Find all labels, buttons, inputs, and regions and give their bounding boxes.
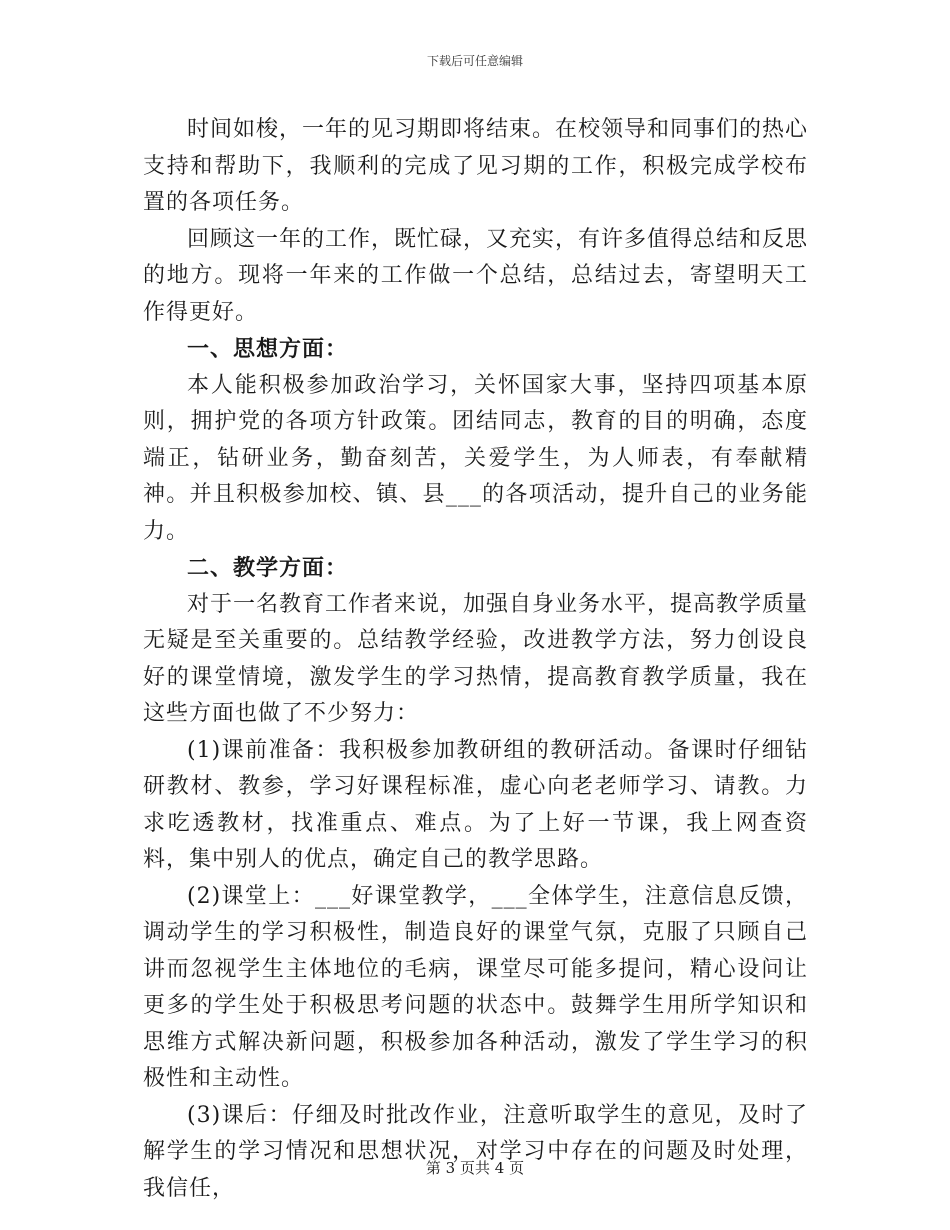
- page-header: 下载后可任意编辑: [426, 54, 523, 68]
- paragraph-intro: 时间如梭，一年的见习期即将结束。在校领导和同事们的热心支持和帮助下，我顺利的完成了见习期的工作，积极完成学校布置的各项任务。: [143, 117, 809, 215]
- document-body: [143, 112, 808, 1207]
- page-number: 第 3 页共 4 页: [425, 1159, 525, 1177]
- paragraph-teaching-intro: 对于一名教育工作者来说，加强自身业务水平，提高教学质量无疑是至关重要的。总结教学经验，改进教学方法，努力创设良好的课堂情境，激发学生的学习热情，提高教育教学质量，我在这些方面也做了不少努力：: [143, 591, 809, 726]
- paragraph-after-class: (3)课后：仔细及时批改作业，注意听取学生的意见，及时了解学生的学习情况和思想状况，对学习中存在的问题及时处理，我信任，: [143, 1102, 808, 1201]
- section-heading-ideology: 一、思想方面：: [187, 336, 349, 362]
- paragraph-ideology: 本人能积极参加政治学习，关怀国家大事，坚持四项基本原则，拥护党的各项方针政策。团结同志，教育的目的明确，态度端正，钻研业务，勤奋刻苦，关爱学生，为人师表，有奉献精神。并且积极参加校、镇、县___的各项活动，提升自己的业务能力。: [143, 372, 808, 544]
- paragraph-preparation: (1)课前准备：我积极参加教研组的教研活动。备课时仔细钻研教材、教参，学习好课程标准，虚心向老老师学习、请教。力求吃透教材，找准重点、难点。为了上好一节课，我上网查资料，集中别人的优点，确定自己的教学思路。: [143, 737, 808, 872]
- section-heading-teaching: 二、教学方面：: [187, 555, 349, 581]
- paragraph-review: 回顾这一年的工作，既忙碌，又充实，有许多值得总结和反思的地方。现将一年来的工作做一个总结，总结过去，寄望明天工作得更好。: [143, 226, 809, 325]
- paragraph-classroom: (2)课堂上：___好课堂教学，___全体学生，注意信息反馈，调动学生的学习积极性，制造良好的课堂气氛，克服了只顾自己讲而忽视学生主体地位的毛病，课堂尽可能多提问，精心设问让更多的学生处于积极思考问题的状态中。鼓舞学生用所学知识和思维方式解决新问题，积极参加各种活动，激发了学生学习的积极性和主动性。: [143, 883, 808, 1091]
